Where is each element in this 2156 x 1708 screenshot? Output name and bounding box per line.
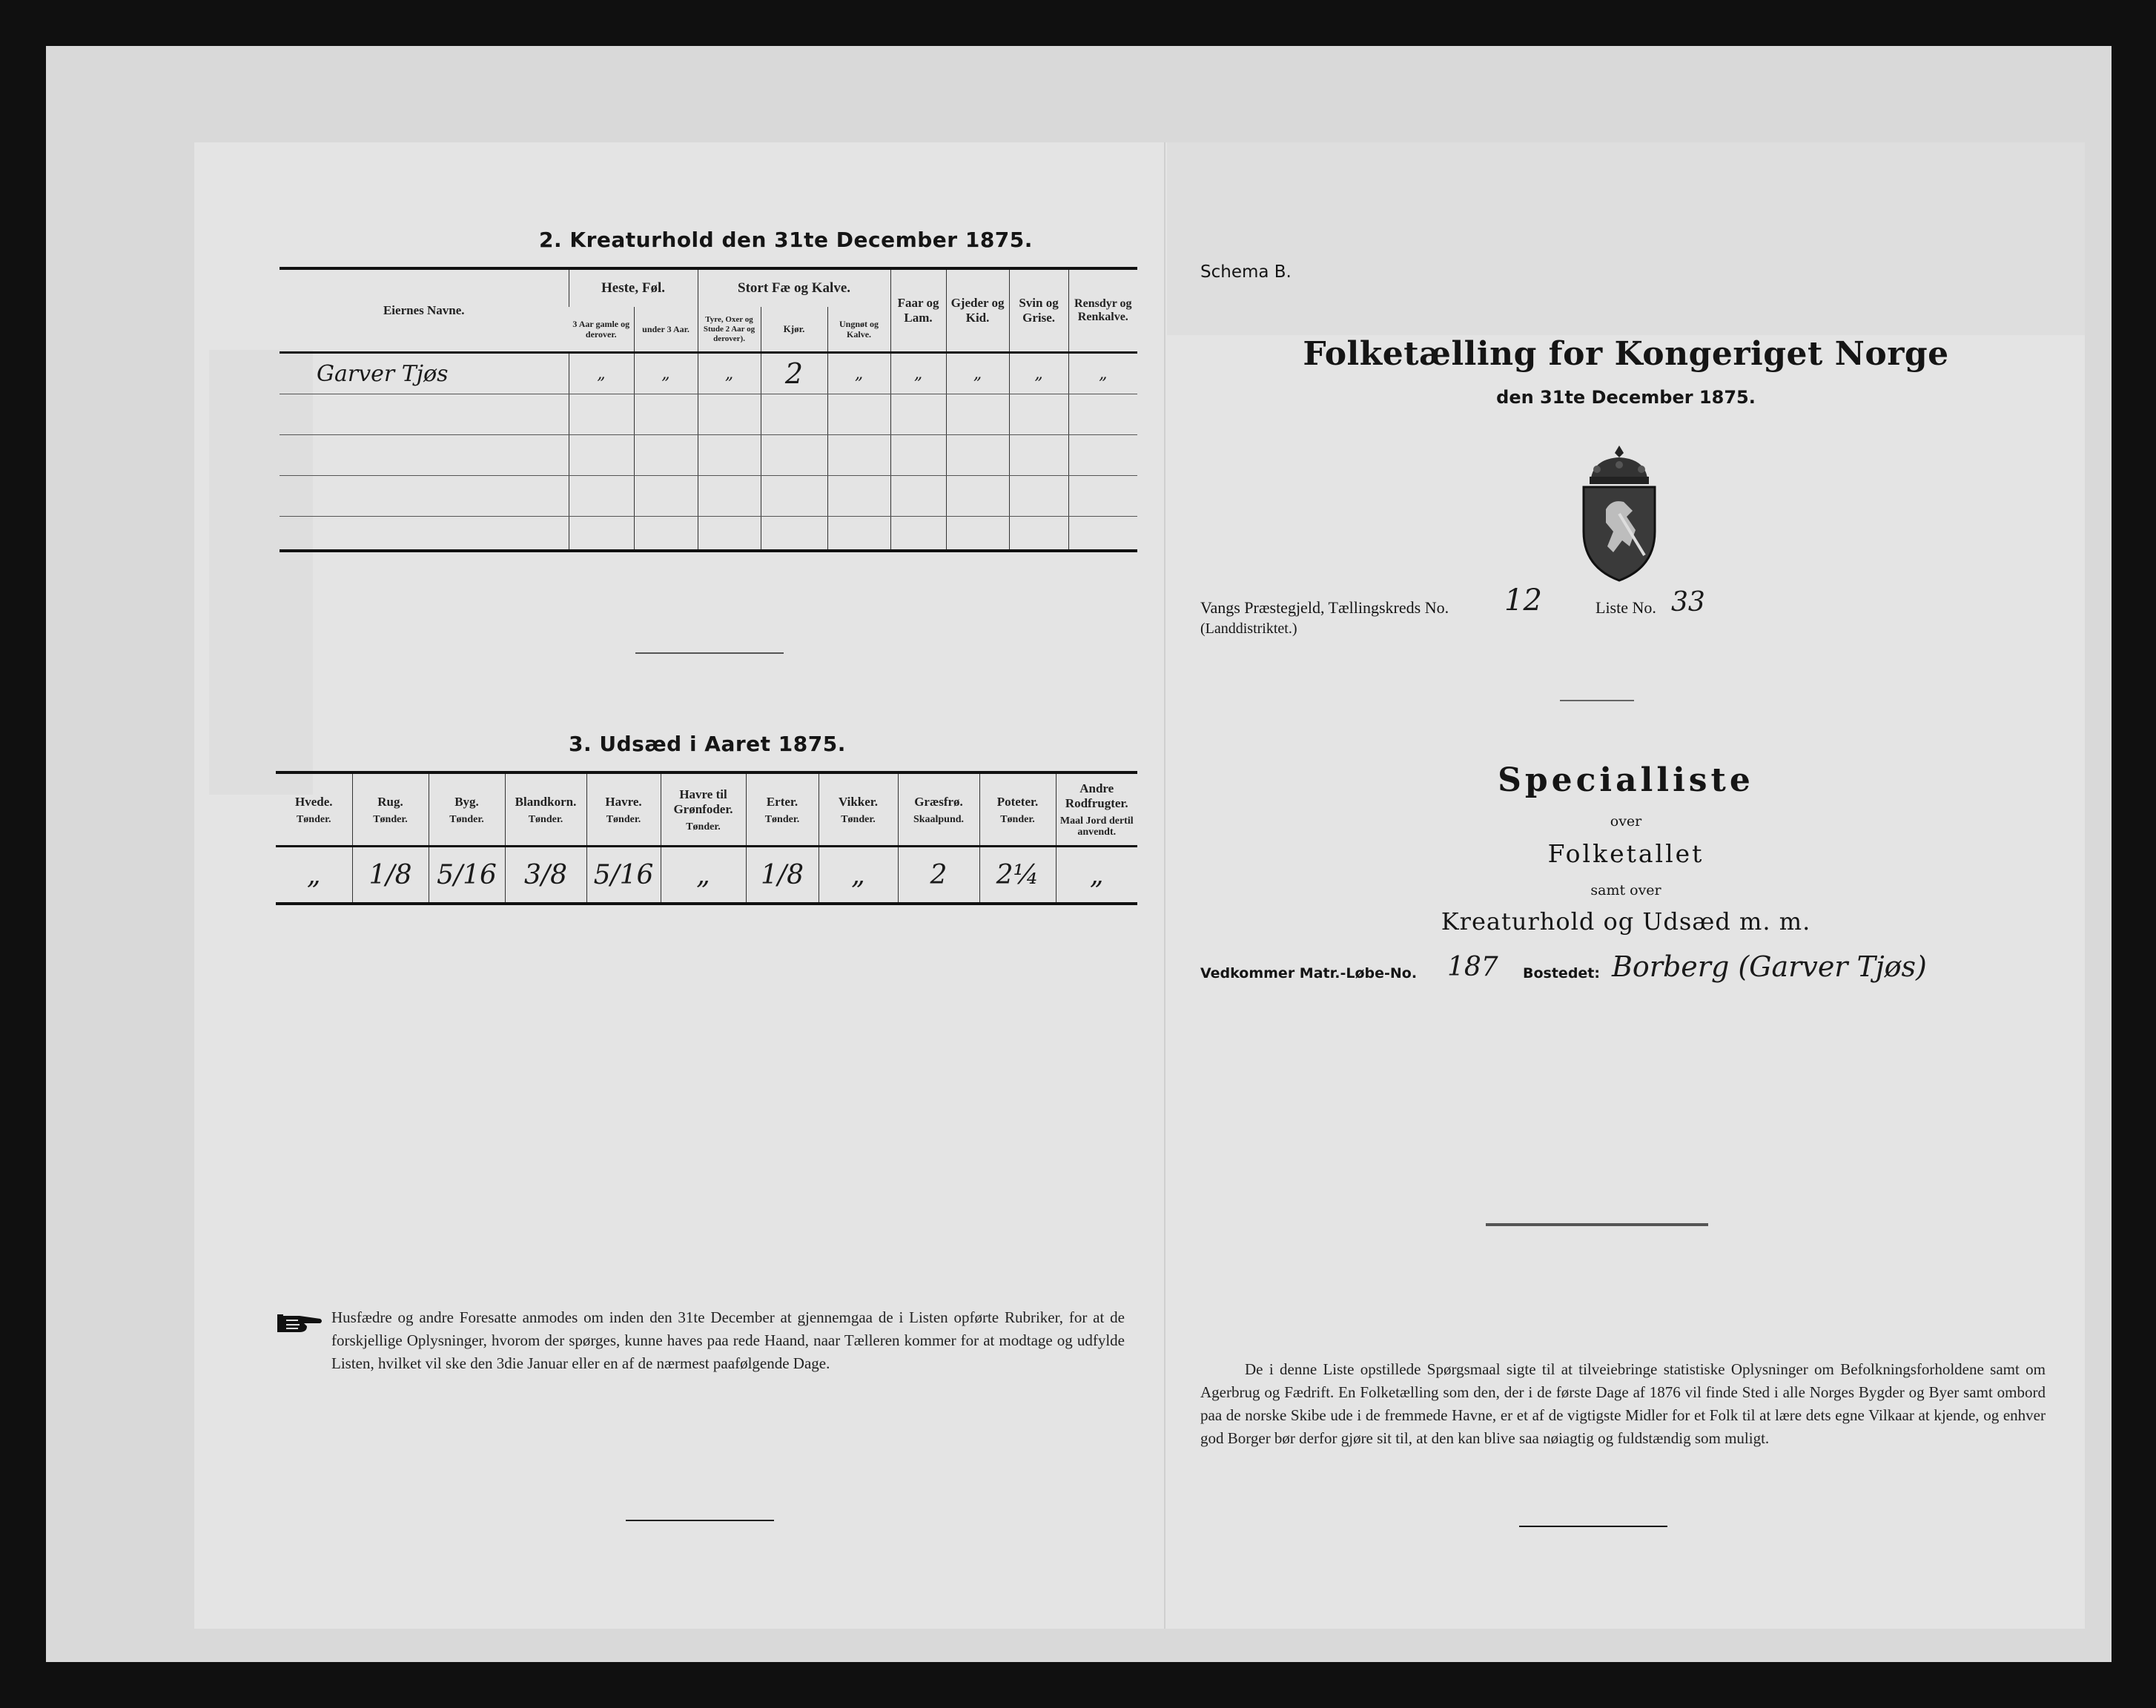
- value-cell: 2: [761, 353, 827, 394]
- divider-rule: [1519, 1526, 1667, 1527]
- seed-col-header: [661, 772, 746, 847]
- divider-rule: [626, 1520, 774, 1521]
- bosted-label: Bostedet:: [1523, 965, 1600, 982]
- seed-value-cell: 5/16: [429, 847, 505, 904]
- value-cell: „: [1068, 353, 1137, 394]
- pointing-hand-icon: [277, 1310, 323, 1337]
- seed-value-cell: 2: [898, 847, 979, 904]
- col-goats: Gjeder og Kid.: [946, 268, 1009, 353]
- seed-col-header: [979, 772, 1056, 847]
- right-explanatory-note: De i denne Liste opstillede Spørgsmaal sigte til at tilveiebringe statistiske Oplysninger om Befolkningsforholdene samt om Agerbrug og Fædrift. En Folketælling som den, der i de første Dage af 1876 vil finde Sted i alle Norges Bygder og Byer samt ombord paa de norske Skibe ude i de fremmede Havne, er et af de vigtigste Midler for et Folk til at lære dets egne Vilkaar at kjende, og enhver god Borger bør derfor gjøre sit til, at den kan blive saa nøiagtig og fuldstændig som muligt.: [1200, 1360, 2046, 1447]
- seed-col-header: [1056, 772, 1137, 847]
- col-sheep: Faar og Lam.: [890, 268, 946, 353]
- bosted-value: Borberg (Garver Tjøs): [1612, 950, 1927, 983]
- seed-col-unit: Tønder.: [841, 813, 876, 825]
- value-cell: „: [569, 353, 634, 394]
- seed-col-header: [819, 772, 898, 847]
- group-horses: Heste, Føl.: [569, 268, 698, 307]
- parish-label: Vangs Præstegjeld, Tællingskreds No.: [1200, 598, 1449, 617]
- seed-col-unit: Tønder.: [606, 813, 641, 825]
- seed-value-cell: „: [661, 847, 746, 904]
- seed-col-unit: Tønder.: [528, 813, 563, 825]
- samt-over-label: samt over: [1590, 882, 1661, 898]
- table-row: [280, 394, 1137, 435]
- seed-col-header: [276, 772, 352, 847]
- value-cell: „: [1009, 353, 1068, 394]
- seed-value-cell: „: [1056, 847, 1137, 904]
- seed-col-name: Erter.: [766, 794, 798, 809]
- coat-of-arms-icon: [1567, 443, 1671, 583]
- seed-value-cell: 1/8: [352, 847, 429, 904]
- table-row: [280, 476, 1137, 517]
- col-owner-names: Eiernes Navne.: [280, 268, 569, 353]
- schema-label: Schema B.: [1200, 262, 1292, 282]
- form-date: den 31te December 1875.: [1496, 387, 1756, 408]
- seed-col-name: Vikker.: [838, 794, 879, 809]
- seed-col-name: Havre til Grønfoder.: [673, 787, 733, 816]
- scan-background: [46, 46, 2112, 1662]
- seed-table: [276, 771, 1137, 905]
- matr-label: Vedkommer Matr.-Løbe-No.: [1200, 965, 1418, 982]
- seed-col-header: [898, 772, 979, 847]
- divider-rule: [1560, 700, 1634, 701]
- seed-col-name: Havre.: [605, 794, 642, 809]
- seed-col-unit: Maal Jord dertil anvendt.: [1059, 815, 1134, 838]
- kreaturhold-udsaed-label: Kreaturhold og Udsæd m. m.: [1441, 907, 1811, 936]
- col-horses-old: 3 Aar gamle og derover.: [569, 307, 634, 353]
- seed-col-header: [429, 772, 505, 847]
- col-reindeer: Rensdyr og Renkalve.: [1068, 268, 1137, 353]
- col-pigs: Svin og Grise.: [1009, 268, 1068, 353]
- left-page: [194, 142, 1165, 1629]
- seed-col-name: Byg.: [454, 794, 479, 809]
- seed-col-name: Rug.: [377, 794, 403, 809]
- liste-number: 33: [1671, 587, 1705, 618]
- district-label: (Landdistriktet.): [1200, 620, 1297, 637]
- table-row: [280, 353, 1137, 394]
- seed-col-unit: Tønder.: [686, 821, 721, 833]
- value-cell: „: [827, 353, 890, 394]
- col-horses-young: under 3 Aar.: [634, 307, 698, 353]
- census-form-sheet: [194, 142, 2085, 1629]
- seed-col-header: [505, 772, 586, 847]
- over-label: over: [1610, 813, 1642, 830]
- divider-rule: [1486, 1223, 1708, 1226]
- seed-col-unit: Tønder.: [1000, 813, 1035, 825]
- seed-value-cell: 2¼: [979, 847, 1056, 904]
- value-cell: „: [946, 353, 1009, 394]
- bleed-through-marks: [1167, 142, 2085, 335]
- seed-value-cell: „: [819, 847, 898, 904]
- seed-col-name: Græsfrø.: [914, 794, 963, 809]
- seed-col-name: Andre Rodfrugter.: [1065, 781, 1128, 810]
- value-cell: „: [698, 353, 761, 394]
- seed-value-cell: „: [276, 847, 352, 904]
- seed-col-unit: Tønder.: [296, 813, 331, 825]
- value-cell: „: [890, 353, 946, 394]
- seed-col-header: [586, 772, 661, 847]
- seed-col-header: [352, 772, 429, 847]
- seed-col-unit: Skaalpund.: [913, 813, 965, 825]
- col-cows: Kjør.: [761, 307, 827, 353]
- col-young-cattle: Ungnøt og Kalve.: [827, 307, 890, 353]
- seed-col-name: Blandkorn.: [515, 794, 577, 809]
- owner-cell: Garver Tjøs: [280, 353, 569, 394]
- seed-col-header: [746, 772, 819, 847]
- table-row: [276, 847, 1137, 904]
- seed-col-unit: Tønder.: [373, 813, 408, 825]
- seed-col-name: Poteter.: [996, 794, 1039, 809]
- specialliste-title: Specialliste: [1498, 761, 1754, 799]
- form-title: Folketælling for Kongeriget Norge: [1303, 335, 1949, 373]
- right-page: [1167, 142, 2085, 1629]
- value-cell: „: [634, 353, 698, 394]
- col-bulls: Tyre, Oxer og Stude 2 Aar og derover).: [698, 307, 761, 353]
- seed-value-cell: 5/16: [586, 847, 661, 904]
- group-cattle: Stort Fæ og Kalve.: [698, 268, 890, 307]
- seed-col-name: Hvede.: [294, 794, 333, 809]
- seed-col-unit: Tønder.: [449, 813, 484, 825]
- kreds-number: 12: [1504, 583, 1542, 618]
- divider-rule: [635, 652, 784, 654]
- folketallet-label: Folketallet: [1547, 839, 1704, 868]
- seed-col-unit: Tønder.: [764, 813, 800, 825]
- livestock-table: [280, 267, 1137, 552]
- table-row: [280, 517, 1137, 552]
- table3-heading: 3. Udsæd i Aaret 1875.: [569, 732, 846, 756]
- table-row: [280, 435, 1137, 476]
- matr-number: 187: [1447, 952, 1498, 982]
- liste-label: Liste No.: [1595, 598, 1656, 617]
- table2-heading: 2. Kreaturhold den 31te December 1875.: [539, 228, 1033, 252]
- seed-value-cell: 3/8: [505, 847, 586, 904]
- seed-value-cell: 1/8: [746, 847, 819, 904]
- left-instruction-note: Husfædre og andre Foresatte anmodes om inden den 31te December at gjennemgaa de i Listen opførte Rubriker, for at de forskjellige Oplysninger, hvorom der spørges, kunne haves paa rede Haand, naar Tælleren kommer for at modtage og udfylde Listen, hvilket vil ske den 3die Januar eller en af de nærmest paafølgende Dage.: [331, 1308, 1125, 1372]
